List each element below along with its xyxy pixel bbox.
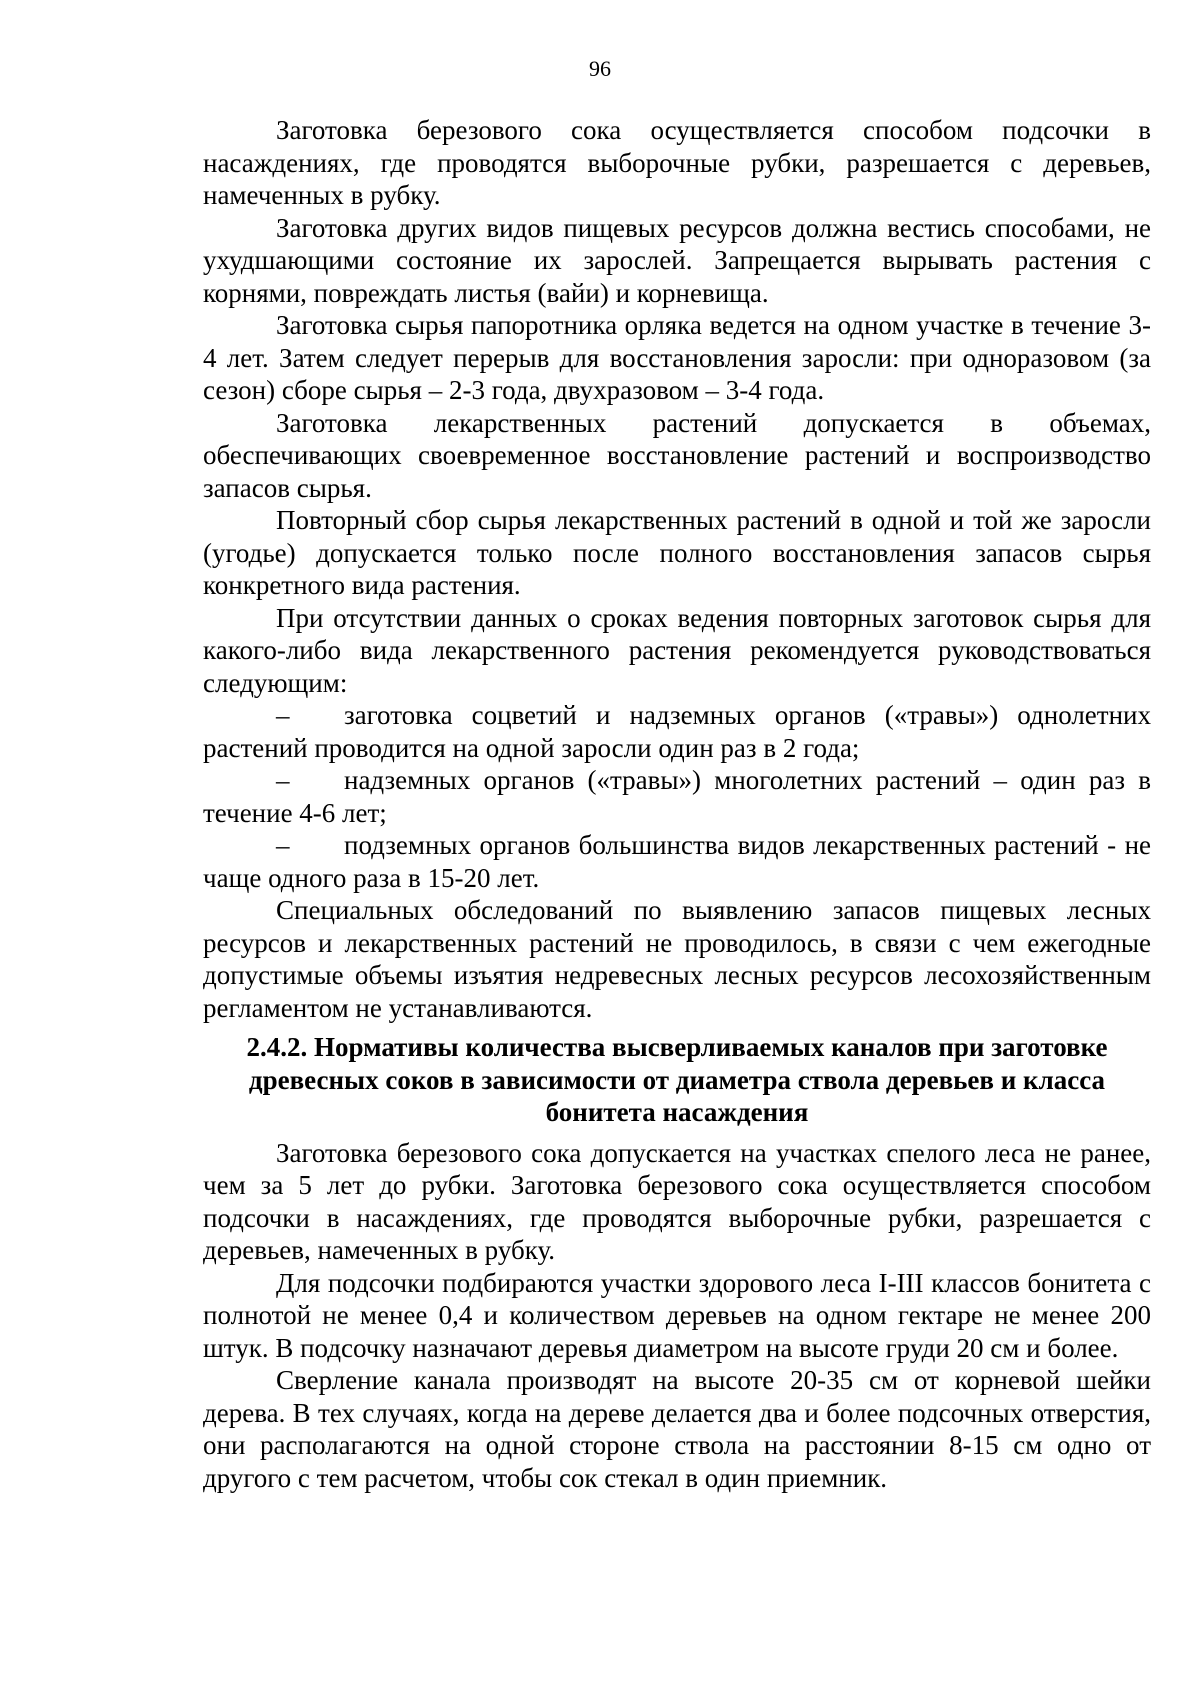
paragraph-medicinal-volumes: Заготовка лекарственных растений допускается в объемах, обеспечивающих своевременное восстановление растений и воспроизводство запасов сырья. bbox=[203, 407, 1151, 503]
paragraph-drilling-channels: Сверление канала производят на высоте 20-35 см от корневой шейки дерева. В тех случаях, когда на дереве делается два и более подсочных отверстия, они располагаются на одной стороне ствола на расстоянии 8-15 см одно от другого с тем расчетом, чтобы сок стекал в один приемник. bbox=[203, 1365, 1151, 1493]
list-dash: – bbox=[276, 765, 290, 795]
list-item bbox=[203, 764, 1151, 829]
paragraph-bracken-fern: Заготовка сырья папоротника орляка ведется на одном участке в течение 3-4 лет. Затем следует перерыв для восстановления заросли: при одноразовом (за сезон) сборе сырья – 2-3 года, двухразовом – 3-4 года. bbox=[203, 310, 1151, 405]
list-item bbox=[203, 699, 1151, 764]
paragraph-birch-sap-timing: Заготовка березового сока допускается на участках спелого леса не ранее, чем за 5 лет до рубки. Заготовка березового сока осуществляется способом подсочки в насаждениях, где проводятся выборочные рубки, разрешается с деревьев, намеченных в рубку. bbox=[203, 1137, 1151, 1265]
list-item-text: заготовка соцветий и надземных органов («травы») однолетних растений проводится на одной заросли один раз в 2 года; bbox=[203, 700, 1151, 763]
page-content bbox=[203, 114, 1151, 1494]
paragraph-repeat-collection: Повторный сбор сырья лекарственных растений в одной и той же заросли (угодье) допускается только после полного восстановления запасов сырья конкретного вида растения. bbox=[203, 505, 1151, 600]
list-dash: – bbox=[276, 700, 290, 730]
paragraph-birch-sap: Заготовка березового сока осуществляется способом подсочки в насаждениях, где проводятся выборочные рубки, разрешается с деревьев, намеченных в рубку. bbox=[203, 115, 1151, 210]
list-dash: – bbox=[276, 830, 290, 860]
list-item-text: подземных органов большинства видов лекарственных растений - не чаще одного раза в 15-20 лет. bbox=[203, 830, 1151, 893]
paragraph-food-resources: Заготовка других видов пищевых ресурсов должна вестись способами, не ухудшающими состояние их зарослей. Запрещается вырывать растения с корнями, повреждать листья (вайи) и корневища. bbox=[203, 212, 1151, 308]
section-heading: 2.4.2. Нормативы количества высверливаемых каналов при заготовке древесных соков в зависимости от диаметра ствола деревьев и класса бонитета насаждения bbox=[246, 1032, 1108, 1127]
page-number: 96 bbox=[589, 56, 611, 81]
list-item-text: надземных органов («травы») многолетних растений – один раз в течение 4-6 лет; bbox=[203, 765, 1151, 828]
paragraph-tapping-selection: Для подсочки подбираются участки здорового леса I-III классов бонитета с полнотой не менее 0,4 и количеством деревьев на одном гектаре не менее 200 штук. В подсочку назначают деревья диаметром на высоте груди 20 см и более. bbox=[203, 1267, 1151, 1363]
paragraph-no-data-guidance: При отсутствии данных о сроках ведения повторных заготовок сырья для какого-либо вида лекарственного растения рекомендуется руководствоваться следующим: bbox=[203, 602, 1151, 698]
paragraph-no-surveys: Специальных обследований по выявлению запасов пищевых лесных ресурсов и лекарственных растений не проводилось, в связи с чем ежегодные допустимые объемы изъятия недревесных лесных ресурсов лесохозяйственным регламентом не устанавливаются. bbox=[203, 895, 1151, 1023]
list-item bbox=[203, 829, 1151, 894]
